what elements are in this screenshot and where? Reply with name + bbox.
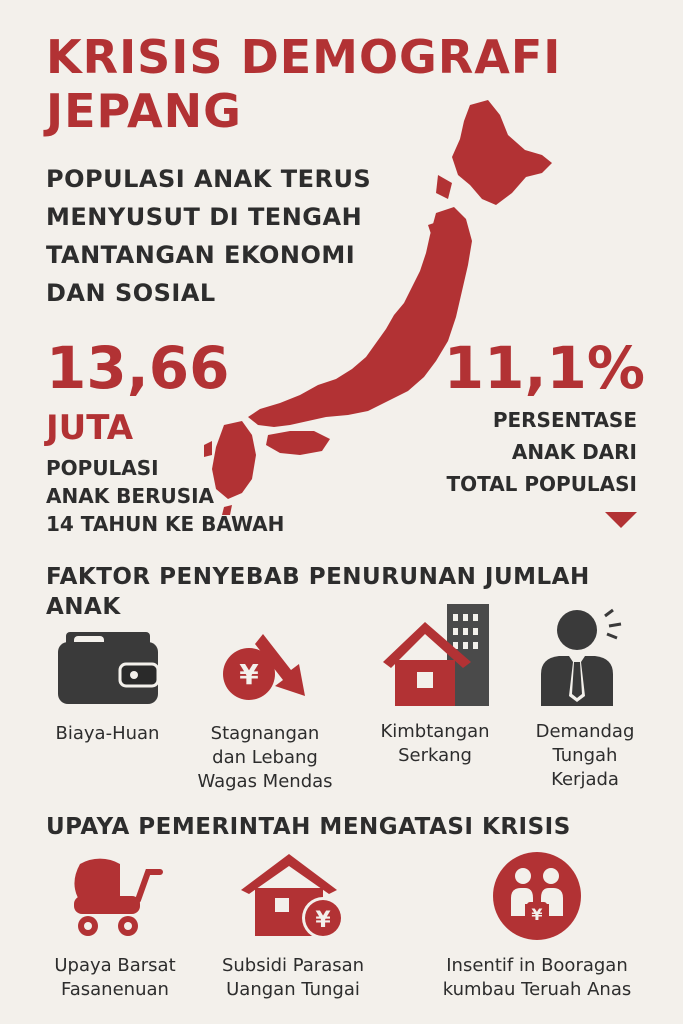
factor-label-line: Biaya-Huan bbox=[55, 723, 160, 744]
effort-label-line: kumbau Teruah Anas bbox=[442, 979, 632, 1000]
effort-item-stroller bbox=[40, 852, 190, 1002]
family-yen-icon bbox=[489, 852, 585, 940]
factor-label-line: Kerjada bbox=[551, 769, 619, 790]
factor-item-housing bbox=[370, 600, 500, 768]
factors-title-line: FAKTOR PENYEBAB PENURUNAN JUMLAH bbox=[46, 564, 590, 590]
effort-item-family-incentive bbox=[412, 852, 662, 1002]
efforts-section-title: UPAYA PEMERINTAH MENGATASI KRISIS bbox=[46, 814, 571, 840]
effort-item-housing-subsidy bbox=[208, 852, 378, 1002]
svg-text:¥: ¥ bbox=[531, 905, 543, 924]
subtitle-line: DAN SOSIAL bbox=[46, 279, 216, 307]
subtitle-line: MENYUSUT DI TENGAH bbox=[46, 203, 363, 231]
worker-icon bbox=[535, 604, 635, 708]
child-population-unit: JUTA bbox=[46, 408, 134, 448]
effort-label-line: Fasanenuan bbox=[61, 979, 169, 1000]
desc-line: POPULASI bbox=[46, 456, 159, 480]
stroller-icon bbox=[60, 852, 170, 940]
subtitle-line: TANTANGAN EKONOMI bbox=[46, 241, 356, 269]
desc-line: ANAK BERUSIA bbox=[46, 484, 215, 508]
factors-title-line: ANAK bbox=[46, 594, 121, 620]
effort-label-line: Upaya Barsat bbox=[54, 955, 176, 976]
subtitle-line: POPULASI ANAK TERUS bbox=[46, 165, 372, 193]
title-line-1: KRISIS DEMOGRAFI bbox=[46, 30, 562, 84]
svg-text:¥: ¥ bbox=[315, 908, 331, 933]
wallet-icon bbox=[52, 628, 164, 708]
down-triangle-icon bbox=[605, 512, 637, 528]
factor-label-line: Wagas Mendas bbox=[197, 771, 333, 792]
effort-label-line: Insentif in Booragan bbox=[446, 955, 628, 976]
effort-label-line: Uangan Tungai bbox=[226, 979, 360, 1000]
desc-line: ANAK DARI bbox=[511, 440, 637, 464]
house-building-icon bbox=[379, 600, 491, 708]
factor-item-work bbox=[520, 604, 650, 792]
svg-text:¥: ¥ bbox=[239, 658, 259, 691]
yen-decline-icon bbox=[209, 628, 321, 708]
house-yen-icon bbox=[237, 852, 349, 940]
factor-label-line: dan Lebang bbox=[212, 747, 318, 768]
factor-item-cost bbox=[40, 628, 175, 746]
factor-item-stagnation bbox=[195, 628, 335, 794]
child-population-number: 13,66 bbox=[46, 334, 230, 402]
factor-label-line: Demandag bbox=[535, 721, 635, 742]
factor-label-line: Tungah bbox=[552, 745, 618, 766]
desc-line: TOTAL POPULASI bbox=[446, 472, 637, 496]
effort-label-line: Subsidi Parasan bbox=[221, 955, 365, 976]
subtitle bbox=[46, 160, 406, 312]
desc-line: 14 TAHUN KE BAWAH bbox=[46, 512, 285, 536]
child-population-description bbox=[46, 454, 306, 538]
factor-label-line: Serkang bbox=[398, 745, 472, 766]
child-percentage-description bbox=[397, 404, 637, 500]
page-title bbox=[46, 30, 646, 138]
factor-label-line: Kimbtangan bbox=[380, 721, 490, 742]
desc-line: PERSENTASE bbox=[492, 408, 637, 432]
child-percentage-number: 11,1% bbox=[443, 334, 645, 402]
title-line-2: JEPANG bbox=[46, 84, 242, 138]
factor-label-line: Stagnangan bbox=[210, 723, 320, 744]
